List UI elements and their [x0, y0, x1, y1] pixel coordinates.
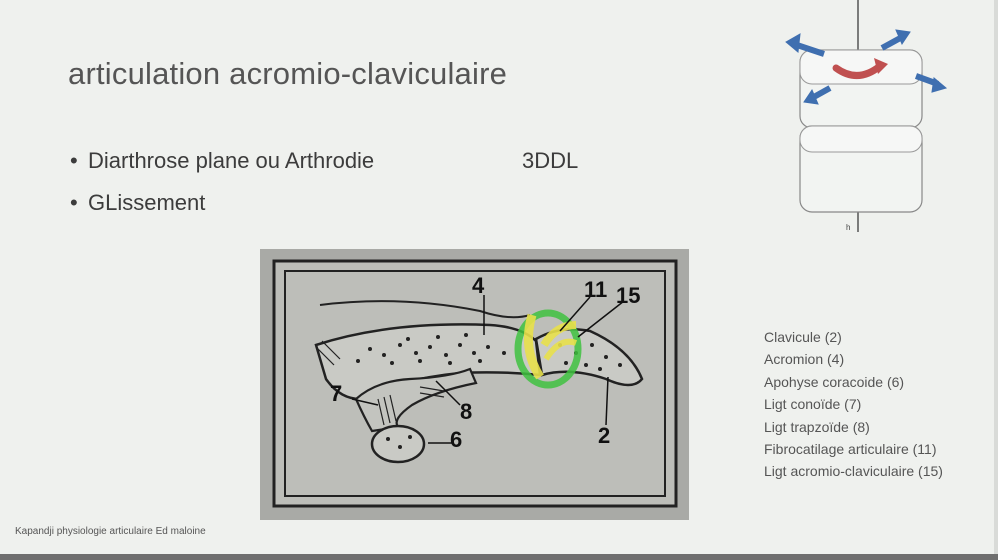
source-credit: Kapandji physiologie articulaire Ed maloine	[15, 526, 206, 537]
figure-label-4: 4	[472, 273, 485, 298]
bullet-item	[70, 188, 374, 230]
bullet-item	[70, 146, 374, 188]
figure-label-7: 7	[330, 381, 343, 406]
legend-item: Ligt conoïde (7)	[764, 396, 862, 413]
slide-edge-right	[994, 0, 998, 560]
legend-item: Acromion (4)	[764, 351, 845, 368]
legend-item: Ligt trapzoïde (8)	[764, 418, 870, 435]
figure-label-2: 2	[598, 423, 611, 448]
figure-label-8: 8	[460, 399, 473, 424]
bullet-list	[70, 146, 374, 230]
figure-label-11: 11	[584, 277, 608, 302]
bullet-symbol: •	[70, 190, 78, 215]
figure-label-15: 15	[616, 283, 641, 308]
legend-item: Clavicule (2)	[764, 329, 842, 345]
axis-mark: h	[846, 223, 851, 232]
anatomy-figure	[260, 249, 689, 520]
lower-block-top	[800, 126, 922, 152]
legend-item: Ligt acromio-claviculaire (15)	[764, 463, 943, 480]
coracoid-tip	[372, 426, 424, 462]
bullet-text: GLissement	[88, 190, 206, 215]
degrees-of-freedom: 3DDL	[522, 148, 579, 173]
bullet-text: Diarthrose plane ou Arthrodie	[88, 148, 375, 173]
bullet-symbol: •	[70, 148, 78, 173]
legend-item: Fibrocatilage articulaire (11)	[764, 441, 937, 458]
legend	[764, 326, 943, 483]
slide-title: articulation acromio-claviculaire	[68, 56, 508, 91]
slide-edge-bottom	[0, 554, 998, 560]
figure-label-6: 6	[450, 427, 463, 452]
joint-movement-icon	[778, 0, 948, 235]
legend-item: Apohyse coracoide (6)	[764, 373, 905, 390]
